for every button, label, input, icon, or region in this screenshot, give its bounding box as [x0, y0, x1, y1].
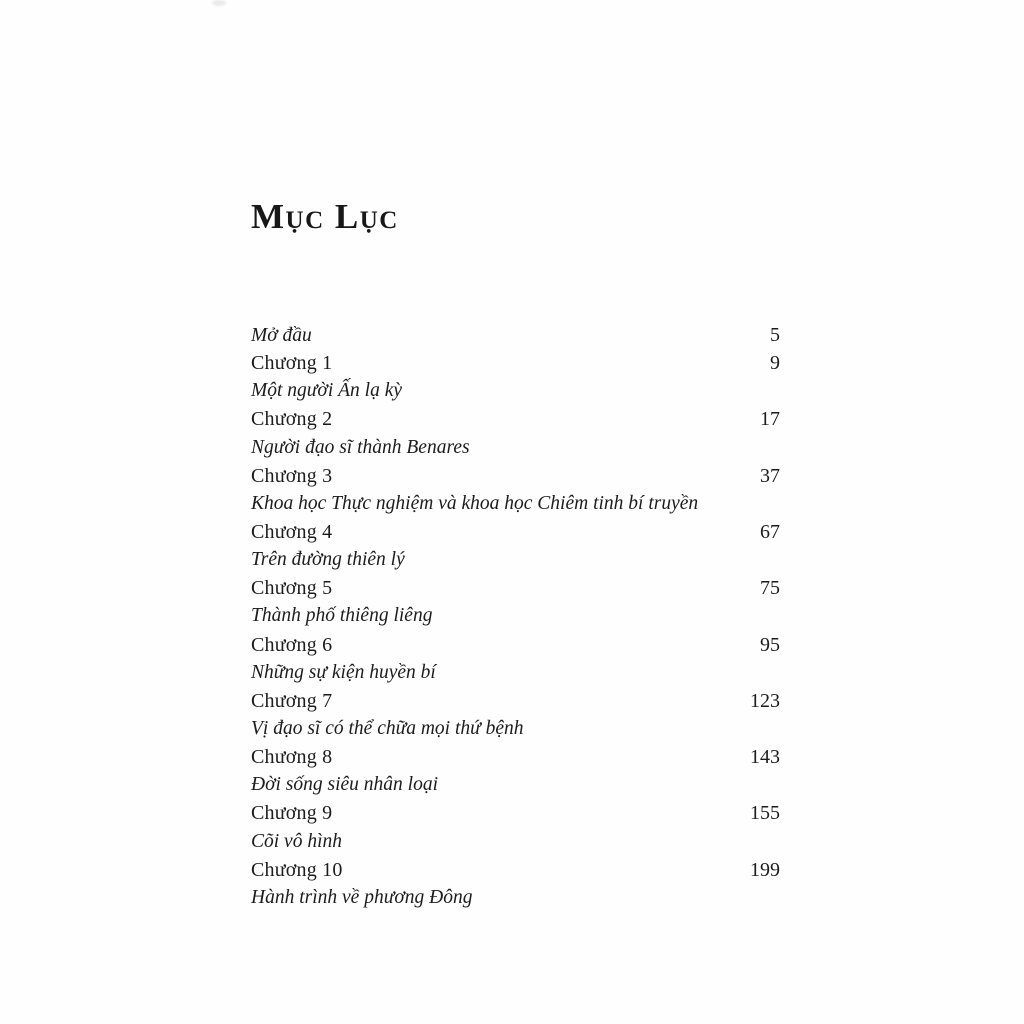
toc-entry-label: Chương 10 — [251, 858, 343, 881]
toc-entry-label: Chương 1 — [251, 352, 333, 375]
toc-row — [251, 715, 780, 743]
toc-entry-label: Người đạo sĩ thành Benares — [251, 436, 470, 458]
toc-row — [251, 490, 780, 518]
toc-entry-page-number: 199 — [750, 858, 780, 881]
toc-row — [251, 518, 780, 546]
toc-entry-label: Vị đạo sĩ có thể chữa mọi thứ bệnh — [251, 717, 524, 739]
page-title: Mục Lục — [251, 197, 399, 237]
toc-row — [251, 659, 780, 687]
toc-entry-label: Chương 3 — [251, 464, 333, 487]
toc-entry-label: Chương 5 — [251, 577, 333, 600]
toc-entry-label: Mở đầu — [251, 325, 312, 346]
toc-row — [251, 574, 780, 602]
toc-entry-label: Những sự kiện huyền bí — [251, 661, 436, 683]
toc-entry-page-number: 67 — [760, 520, 780, 543]
toc-row — [251, 743, 780, 771]
toc-entry-label: Khoa học Thực nghiệm và khoa học Chiêm tinh bí truyền — [251, 492, 699, 514]
toc-entry-page-number: 17 — [760, 408, 780, 431]
toc-entry-page-number: 75 — [760, 577, 780, 600]
toc-entry-page-number: 155 — [750, 802, 780, 825]
scan-artifact — [212, 0, 226, 6]
toc-row — [251, 799, 780, 827]
toc-entry-page-number: 5 — [770, 324, 780, 346]
toc-row — [251, 349, 780, 377]
toc-row — [251, 405, 780, 433]
toc-entry-label: Chương 6 — [251, 633, 333, 656]
toc-row — [251, 377, 780, 405]
toc-entry-label: Chương 8 — [251, 746, 333, 769]
toc-entry-label: Chương 9 — [251, 802, 333, 825]
toc-entry-label: Đời sống siêu nhân loại — [251, 774, 438, 796]
toc-entry-label: Chương 2 — [251, 408, 333, 431]
toc-entry-label: Hành trình về phương Đông — [251, 886, 473, 908]
toc-entry-page-number: 9 — [770, 352, 780, 375]
toc-entry-page-number: 123 — [750, 689, 780, 712]
toc-row — [251, 828, 780, 856]
toc-row — [251, 546, 780, 574]
toc-entry-label: Cõi vô hình — [251, 830, 342, 852]
toc-entry-label: Một người Ấn lạ kỳ — [251, 380, 403, 402]
toc-entry-page-number: 37 — [760, 464, 780, 487]
toc-row — [251, 602, 780, 630]
toc-row — [251, 771, 780, 799]
toc-entry-label: Chương 4 — [251, 520, 333, 543]
toc-entry-label: Trên đường thiên lý — [251, 549, 405, 571]
toc-row — [251, 884, 780, 912]
toc-row — [251, 631, 780, 659]
toc-entry-label: Chương 7 — [251, 689, 333, 712]
table-of-contents — [251, 321, 780, 912]
toc-row — [251, 434, 780, 462]
toc-entry-label: Thành phố thiêng liêng — [251, 605, 433, 627]
toc-row — [251, 321, 780, 349]
toc-entry-page-number: 95 — [760, 633, 780, 656]
toc-entry-page-number: 143 — [750, 746, 780, 769]
toc-row — [251, 856, 780, 884]
toc-row — [251, 687, 780, 715]
toc-row — [251, 462, 780, 490]
